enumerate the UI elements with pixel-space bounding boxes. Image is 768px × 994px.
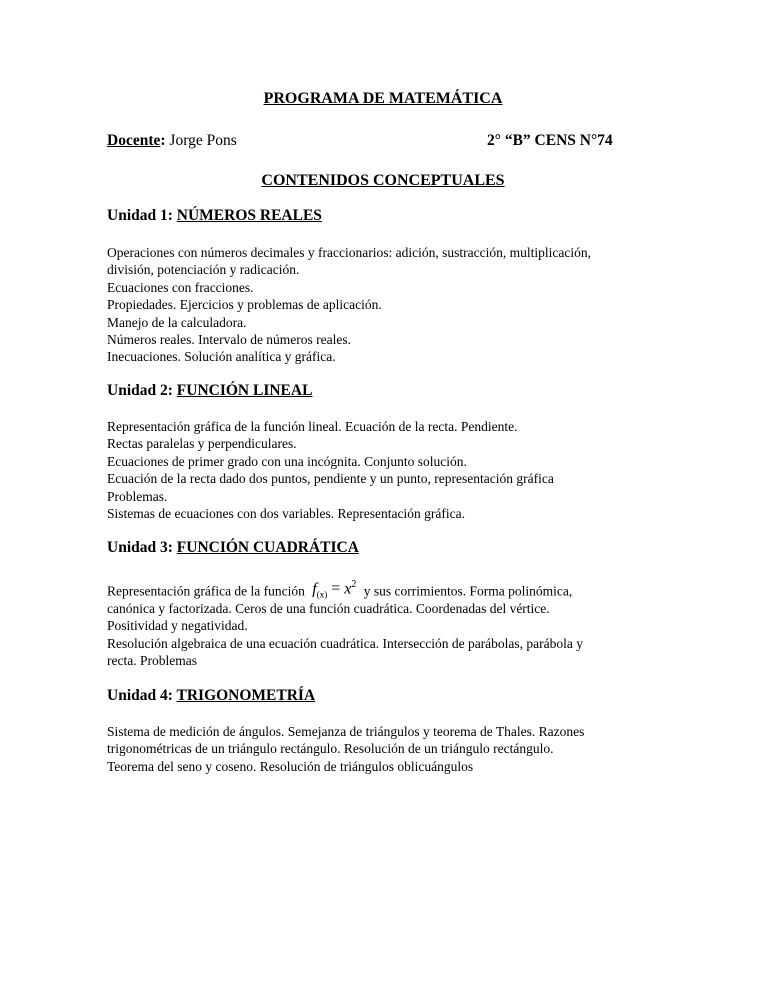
unit-4-prefix: Unidad 4: <box>107 687 177 704</box>
content-line: Manejo de la calculadora. <box>107 314 247 330</box>
docente-row <box>107 132 647 150</box>
unit-3-name: FUNCIÓN CUADRÁTICA <box>176 539 359 556</box>
page-title: PROGRAMA DE MATEMÁTICA <box>263 90 503 107</box>
unit-1-prefix: Unidad 1: <box>107 207 177 224</box>
unit-4-name: TRIGONOMETRÍA <box>176 687 316 704</box>
formula-line-before: Representación gráfica de la función <box>107 583 309 599</box>
unit-2-name: FUNCIÓN LINEAL <box>176 382 313 399</box>
unit-1-heading <box>107 207 322 225</box>
content-line: Sistemas de ecuaciones con dos variables. Representación gráfica. <box>107 506 465 522</box>
docente-colon: : <box>160 132 166 149</box>
content-line: recta. Problemas <box>107 653 197 669</box>
unit-3-prefix: Unidad 3: <box>107 539 177 556</box>
content-line: Sistema de medición de ángulos. Semejanza de triángulos y teorema de Thales. Razones <box>107 724 585 739</box>
quadratic-formula: $f_{(x)} = x^2$ <box>312 579 357 600</box>
unit-3-heading <box>107 539 359 557</box>
content-line: Problemas. <box>107 488 168 504</box>
content-line: Números reales. Intervalo de números reales. <box>107 332 352 348</box>
content-line: Resolución algebraica de una ecuación cuadrática. Intersección de parábolas, parábola y <box>107 635 584 651</box>
content-line: Inecuaciones. Solución analítica y gráfica. <box>107 349 336 365</box>
content-line: división, potenciación y radicación. <box>107 262 300 278</box>
course-label: 2° “B” CENS N°74 <box>487 132 613 149</box>
content-line: trigonométricas de un triángulo rectángulo. Resolución de un triángulo rectángulo. <box>107 741 554 757</box>
unit-3-content <box>107 574 667 670</box>
content-line: Positividad y negatividad. <box>107 618 248 634</box>
formula-line <box>107 574 667 600</box>
unit-2-heading <box>107 382 312 400</box>
content-line: Teorema del seno y coseno. Resolución de triángulos oblicuángulos <box>107 758 474 774</box>
content-line: Rectas paralelas y perpendiculares. <box>107 436 297 452</box>
section-subtitle: CONTENIDOS CONCEPTUALES <box>261 172 505 189</box>
docente-label: Docente <box>107 132 161 149</box>
content-line: Ecuación de la recta dado dos puntos, pendiente y un punto, representación gráfica <box>107 471 554 487</box>
content-line: canónica y factorizada. Ceros de una función cuadrática. Coordenadas del vértice. <box>107 601 550 616</box>
unit-2-prefix: Unidad 2: <box>107 382 177 399</box>
content-line: Ecuaciones de primer grado con una incógnita. Conjunto solución. <box>107 453 467 469</box>
unit-4-heading <box>107 687 315 705</box>
content-line: Propiedades. Ejercicios y problemas de aplicación. <box>107 297 382 313</box>
content-line: Representación gráfica de la función lineal. Ecuación de la recta. Pendiente. <box>107 419 518 434</box>
unit-1-name: NÚMEROS REALES <box>176 207 322 224</box>
unit-2-content <box>107 418 667 522</box>
formula-line-after: y sus corrimientos. Forma polinómica, <box>360 583 573 599</box>
unit-1-content <box>107 244 667 366</box>
content-line: Ecuaciones con fracciones. <box>107 279 254 295</box>
unit-4-content <box>107 723 667 775</box>
docente-name: Jorge Pons <box>165 132 237 149</box>
content-line: Operaciones con números decimales y fraccionarios: adición, sustracción, multiplicación, <box>107 245 591 260</box>
